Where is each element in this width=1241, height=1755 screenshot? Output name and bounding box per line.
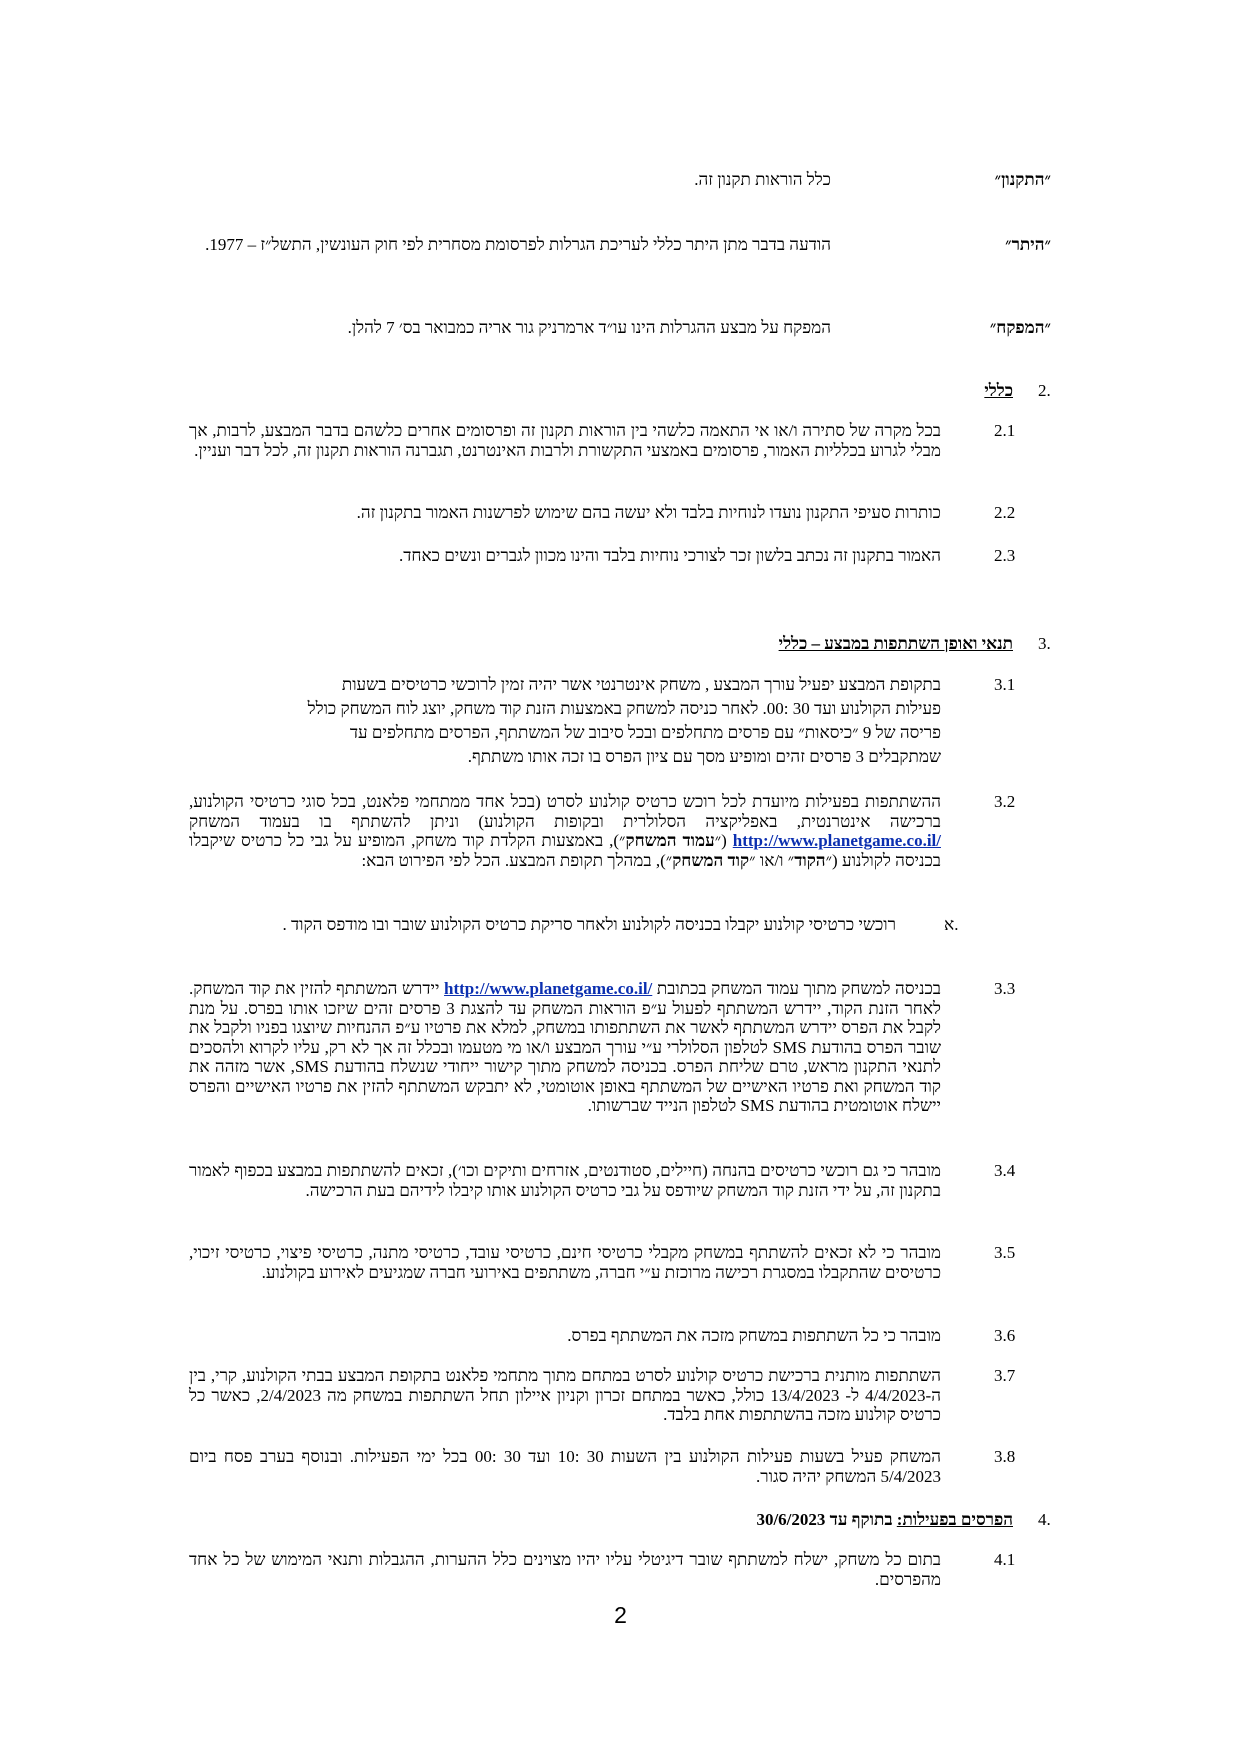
clause-text: בכניסה למשחק מתוך עמוד המשחק בכתובת http://www.planetgame.co.il/ יידרש המשתתף להזין את קוד המשחק. לאחר הזנת הקוד, יידרש המשתתף לפעול ע״פ הוראות המשחק עד להצגת 3 פרסים זהים שיזכו אותו בפרס. על מנת לקבל את הפרס יידרש המשתתף לאשר את השתתפותו במשחק, למלא את פרטיו ע״פ ההנחיות שיוצגו בפניו ולקבל את שובר הפרס בהודעת SMS לטלפון הסלולרי ע״י עורך המבצע ו/או מי מטעמו ובכלל זה אך לא רק, עליו לקרוא ולהסכים לתנאי התקנון מראש, טרם שליחת הפרס. בכניסה למשחק מתוך קישור ייחודי שנשלח בהודעת SMS, אשר מזהה את קוד המשחק ואת פרטיו האישיים של המשתתף באופן אוטומטי, לא יתבקש המשתתף להזין את פרטיו האישיים והפרס יישלח אוטומטית בהודעת SMS לטלפון הנייד שברשותו.	[189, 979, 942, 1115]
clause-text: מובהר כי גם רוכשי כרטיסים בהנחה (חיילים, סטודנטים, אזרחים ותיקים וכו׳), זכאים להשתתפות במבצע בכפוף לאמור בתקנון זה, על ידי הזנת קוד המשחק שיודפס על גבי כרטיס הקולנוע אותו קיבלו לידיהם בעת הרכישה.	[189, 1161, 941, 1200]
clause-text: כותרות סעיפי התקנון נועדו לנוחיות בלבד ולא יעשה בהם שימוש לפרשנות האמור בתקנון זה.	[356, 503, 941, 522]
game-page-link[interactable]: http://www.planetgame.co.il/	[444, 979, 653, 998]
clause-text: מובהר כי לא זכאים להשתתף במשחק מקבלי כרטיסי חינם, כרטיסי עובד, כרטיסי מתנה, כרטיסי פיצוי, כרטיסי זיכוי, כרטיסים שהתקבלו במסגרת רכישה מרוכזת ע״י חברה, משתתפים באירועי חברה שמגיעים לאירוע בקולנוע.	[189, 1243, 941, 1282]
definition-term: ״התקנון״	[994, 170, 1051, 189]
section-title: הפרסים בפעילות: בתוקף עד 30/6/2023	[756, 1510, 1013, 1529]
definition-term: ״היתר״	[1005, 235, 1051, 254]
clause-number: 2.2	[994, 503, 1016, 522]
page-number: 2	[614, 1602, 627, 1628]
section-number: 3.	[1038, 634, 1051, 653]
section-title: כללי	[984, 381, 1013, 400]
clause-text: מובהר כי כל השתתפות במשחק מזכה את המשתתף בפרס.	[567, 1326, 941, 1345]
definition-text: הודעה בדבר מתן היתר כללי לעריכת הגרלות לפרסומת מסחרית לפי חוק העונשין, התשל״ז – 1977.	[205, 235, 831, 254]
clause-number: 3.5	[994, 1243, 1016, 1262]
section-number: 2.	[1038, 381, 1051, 400]
clause-text-line: פריסה של 9 ״כיסאות״ עם פרסים מתחלפים ובכל סיבוב של המשתתף, הפרסים מתחלפים עד	[349, 723, 941, 742]
clause-text: המשחק פעיל בשעות פעילות הקולנוע בין השעות 30 :10 ועד 30 :00 בכל ימי הפעילות. ובנוסף בערב פסח ביום 5/4/2023 המשחק יהיה סגור.	[189, 1447, 941, 1486]
clause-number: 3.4	[994, 1161, 1016, 1180]
clause-text: ההשתתפות בפעילות מיועדת לכל רוכש כרטיס קולנוע לסרט (בכל אחד ממתחמי פלאנט, בכל סוגי כרטיסי הקולנוע, ברכישה אינטרנטית, באפליקציה הסלולרית ובקופות הקולנוע) וניתן להשתתף בו בעמוד המשחק http://www.planetgame.co.il/ (״עמוד המשחק״), באמצעות הקלדת קוד משחק, המופיע על גבי כל כרטיס שיקבלו בכניסה לקולנוע (״הקוד״ ו/או ״קוד המשחק״), במהלך תקופת המבצע. הכל לפי הפירוט הבא:	[189, 792, 941, 870]
clause-text-line: שמתקבלים 3 פרסים זהים ומופיע מסך עם ציון הפרס בו זכה אותו משתתף.	[467, 747, 941, 766]
clause-number: 3.2	[994, 792, 1016, 811]
clause-number: 3.8	[994, 1447, 1016, 1466]
clause-text: בתום כל משחק, ישלח למשתתף שובר דיגיטלי עליו יהיו מצוינים כלל ההערות, ההגבלות ותנאי המימוש של כל אחד מהפרסים.	[189, 1550, 941, 1589]
game-page-link[interactable]: http://www.planetgame.co.il/	[732, 831, 941, 850]
clause-text: רוכשי כרטיסי קולנוע יקבלו בכניסה לקולנוע ולאחר סריקת כרטיס הקולנוע שובר ובו מודפס הקוד .	[282, 915, 896, 934]
clause-number: 2.3	[994, 546, 1016, 565]
clause-number: 2.1	[994, 421, 1016, 440]
clause-text-line: בתקופת המבצע יפעיל עורך המבצע , משחק אינטרנטי אשר יהיה זמין לרוכשי כרטיסים בשעות	[341, 675, 941, 694]
definition-term: ״המפקח״	[989, 318, 1051, 337]
clause-text-line: פעילות הקולנוע ועד 30 :00. לאחר כניסה למשחק באמצעות הזנת קוד משחק, יוצג לוח המשחק כולל	[307, 699, 941, 718]
clause-number: 3.7	[994, 1366, 1016, 1385]
clause-number: 3.3	[994, 979, 1016, 998]
subclause-letter: א.	[944, 915, 959, 934]
clause-number: 4.1	[994, 1550, 1016, 1569]
clause-number: 3.6	[994, 1326, 1016, 1345]
section-title: תנאי ואופן השתתפות במבצע – כללי	[778, 634, 1013, 653]
clause-text: בכל מקרה של סתירה ו/או אי התאמה כלשהי בין הוראות תקנון זה ופרסומים אחרים כלשהם בדבר המבצע, לרבות, אך מבלי לגרוע בכלליות האמור, פרסומים באמצעי התקשורת ולרבות האינטרנט, תגברנה הוראות תקנון זה, לכל דבר ועניין.	[189, 421, 941, 460]
section-number: 4.	[1038, 1510, 1051, 1529]
definition-text: כלל הוראות תקנון זה.	[694, 170, 831, 189]
clause-text: השתתפות מותנית ברכישת כרטיס קולנוע לסרט במתחם מתוך מתחמי פלאנט בתקופת המבצע בבתי הקולנוע, קרי, בין ה-4/4/2023 ל- 13/4/2023 כולל, כאשר במתחם זכרון וקניון איילון תחל השתתפות במשחק מה 2/4/2023, כאשר כל כרטיס קולנוע מזכה בהשתתפות אחת בלבד.	[189, 1366, 941, 1424]
clause-text: האמור בתקנון זה נכתב בלשון זכר לצורכי נוחיות בלבד והינו מכוון לגברים ונשים כאחד.	[398, 546, 941, 565]
clause-number: 3.1	[994, 675, 1016, 694]
definition-text: המפקח על מבצע ההגרלות הינו עו״ד ארמרניק גור אריה כמבואר בס׳ 7 להלן.	[347, 318, 831, 337]
